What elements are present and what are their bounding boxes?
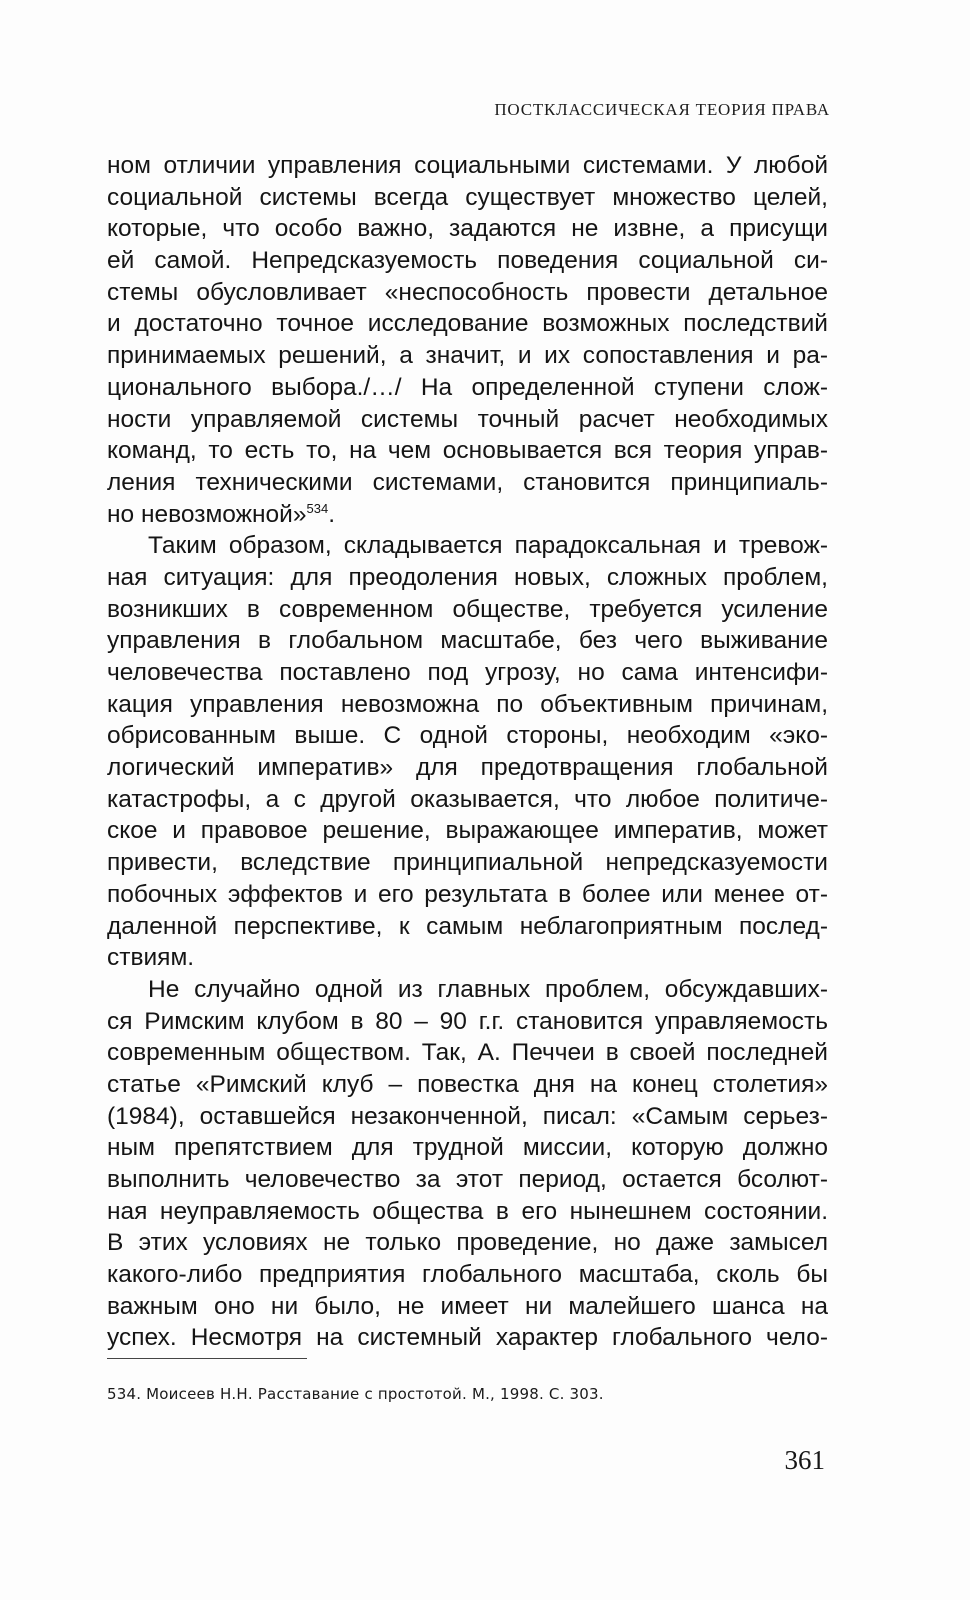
- text-line: социальной системы всегда существует множество целей,: [107, 183, 828, 211]
- text-line: стемы обусловливает «неспособность провести детальное: [107, 278, 828, 306]
- text-line: (1984), оставшейся незаконченной, писал: «Самым серьез-: [107, 1102, 828, 1130]
- text-line: кация управления невозможна по объективным причинам,: [107, 690, 828, 718]
- footnote-reference: 534: [306, 500, 329, 516]
- text-line: человечества поставлено под угрозу, но сама интенсифи-: [107, 659, 828, 686]
- text-line: логический императив» для предотвращения глобальной: [107, 754, 828, 782]
- text-line: ей самой. Непредсказуемость поведения социальной си-: [107, 247, 828, 275]
- text-line: современным обществом. Так, А. Печчеи в своей последней: [107, 1039, 828, 1067]
- text-line: ся Римским клубом в 80 – 90 г.г. становится управляемость: [107, 1007, 828, 1035]
- paragraph-first-line: Таким образом, складывается парадоксальная и тревож-: [148, 532, 828, 560]
- text-line: но невозможной»: [107, 500, 307, 528]
- text-line: ское и правовое решение, выражающее императив, может: [107, 817, 828, 845]
- text-line: ления техническими системами, становится принципиаль-: [107, 468, 828, 496]
- text-line: даленной перспективе, к самым неблагоприятным послед-: [107, 912, 828, 940]
- text-line: выполнить человечество за этот период, остается бсолют-: [107, 1166, 828, 1193]
- text-line: обрисованным выше. С одной стороны, необходим «эко-: [107, 722, 828, 750]
- text-line: ствиям.: [107, 944, 195, 972]
- text-line-with-footnote: [107, 499, 828, 531]
- text-line: ности управляемой системы точный расчет необходимых: [107, 405, 828, 433]
- footnote-separator: [107, 1358, 307, 1359]
- running-header: ПОСТКЛАССИЧЕСКАЯ ТЕОРИЯ ПРАВА: [494, 100, 830, 119]
- text-line: ном отличии управления социальными системами. У любой: [107, 152, 828, 179]
- text-line: какого-либо предприятия глобального масштаба, сколь бы: [107, 1261, 828, 1289]
- text-line: управления в глобальном масштабе, без чего выживание: [107, 627, 828, 655]
- footnote-reference-period: .: [328, 500, 336, 528]
- page-number: 361: [784, 1445, 825, 1475]
- text-line: катастрофы, а с другой оказывается, что любое политиче-: [107, 785, 828, 813]
- text-line: принимаемых решений, а значит, и их сопоставления и ра-: [107, 342, 828, 370]
- text-line: ная неуправляемость общества в его нынешнем состоянии.: [107, 1197, 828, 1225]
- footnote: 534. Моисеев Н.Н. Расставание с простотой. М., 1998. С. 303.: [107, 1385, 604, 1403]
- text-line: и достаточно точное исследование возможных последствий: [107, 310, 828, 338]
- paragraph-first-line: Не случайно одной из главных проблем, обсуждавших-: [148, 975, 828, 1003]
- text-line: статье «Римский клуб – повестка дня на конец столетия»: [107, 1070, 828, 1098]
- text-line: ная ситуация: для преодоления новых, сложных проблем,: [107, 563, 828, 591]
- text-line: важным оно ни было, не имеет ни малейшего шанса на: [107, 1292, 828, 1320]
- text-line: ционального выбора./…/ На определенной ступени слож-: [107, 373, 828, 401]
- text-line: ным препятствием для трудной миссии, которую должно: [107, 1134, 828, 1162]
- text-line: привести, вследствие принципиальной непредсказуемости: [107, 849, 828, 877]
- text-line: В этих условиях не только проведение, но даже замысел: [107, 1229, 828, 1257]
- text-line: которые, что особо важно, задаются не извне, а присущи: [107, 215, 828, 243]
- text-line: успех. Несмотря на системный характер глобального чело-: [107, 1324, 828, 1352]
- text-line: команд, то есть то, на чем основывается вся теория управ-: [107, 437, 828, 465]
- body-text: [107, 150, 828, 1354]
- text-line: побочных эффектов и его результата в более или менее от-: [107, 880, 828, 908]
- text-line: возникших в современном обществе, требуется усиление: [107, 595, 828, 623]
